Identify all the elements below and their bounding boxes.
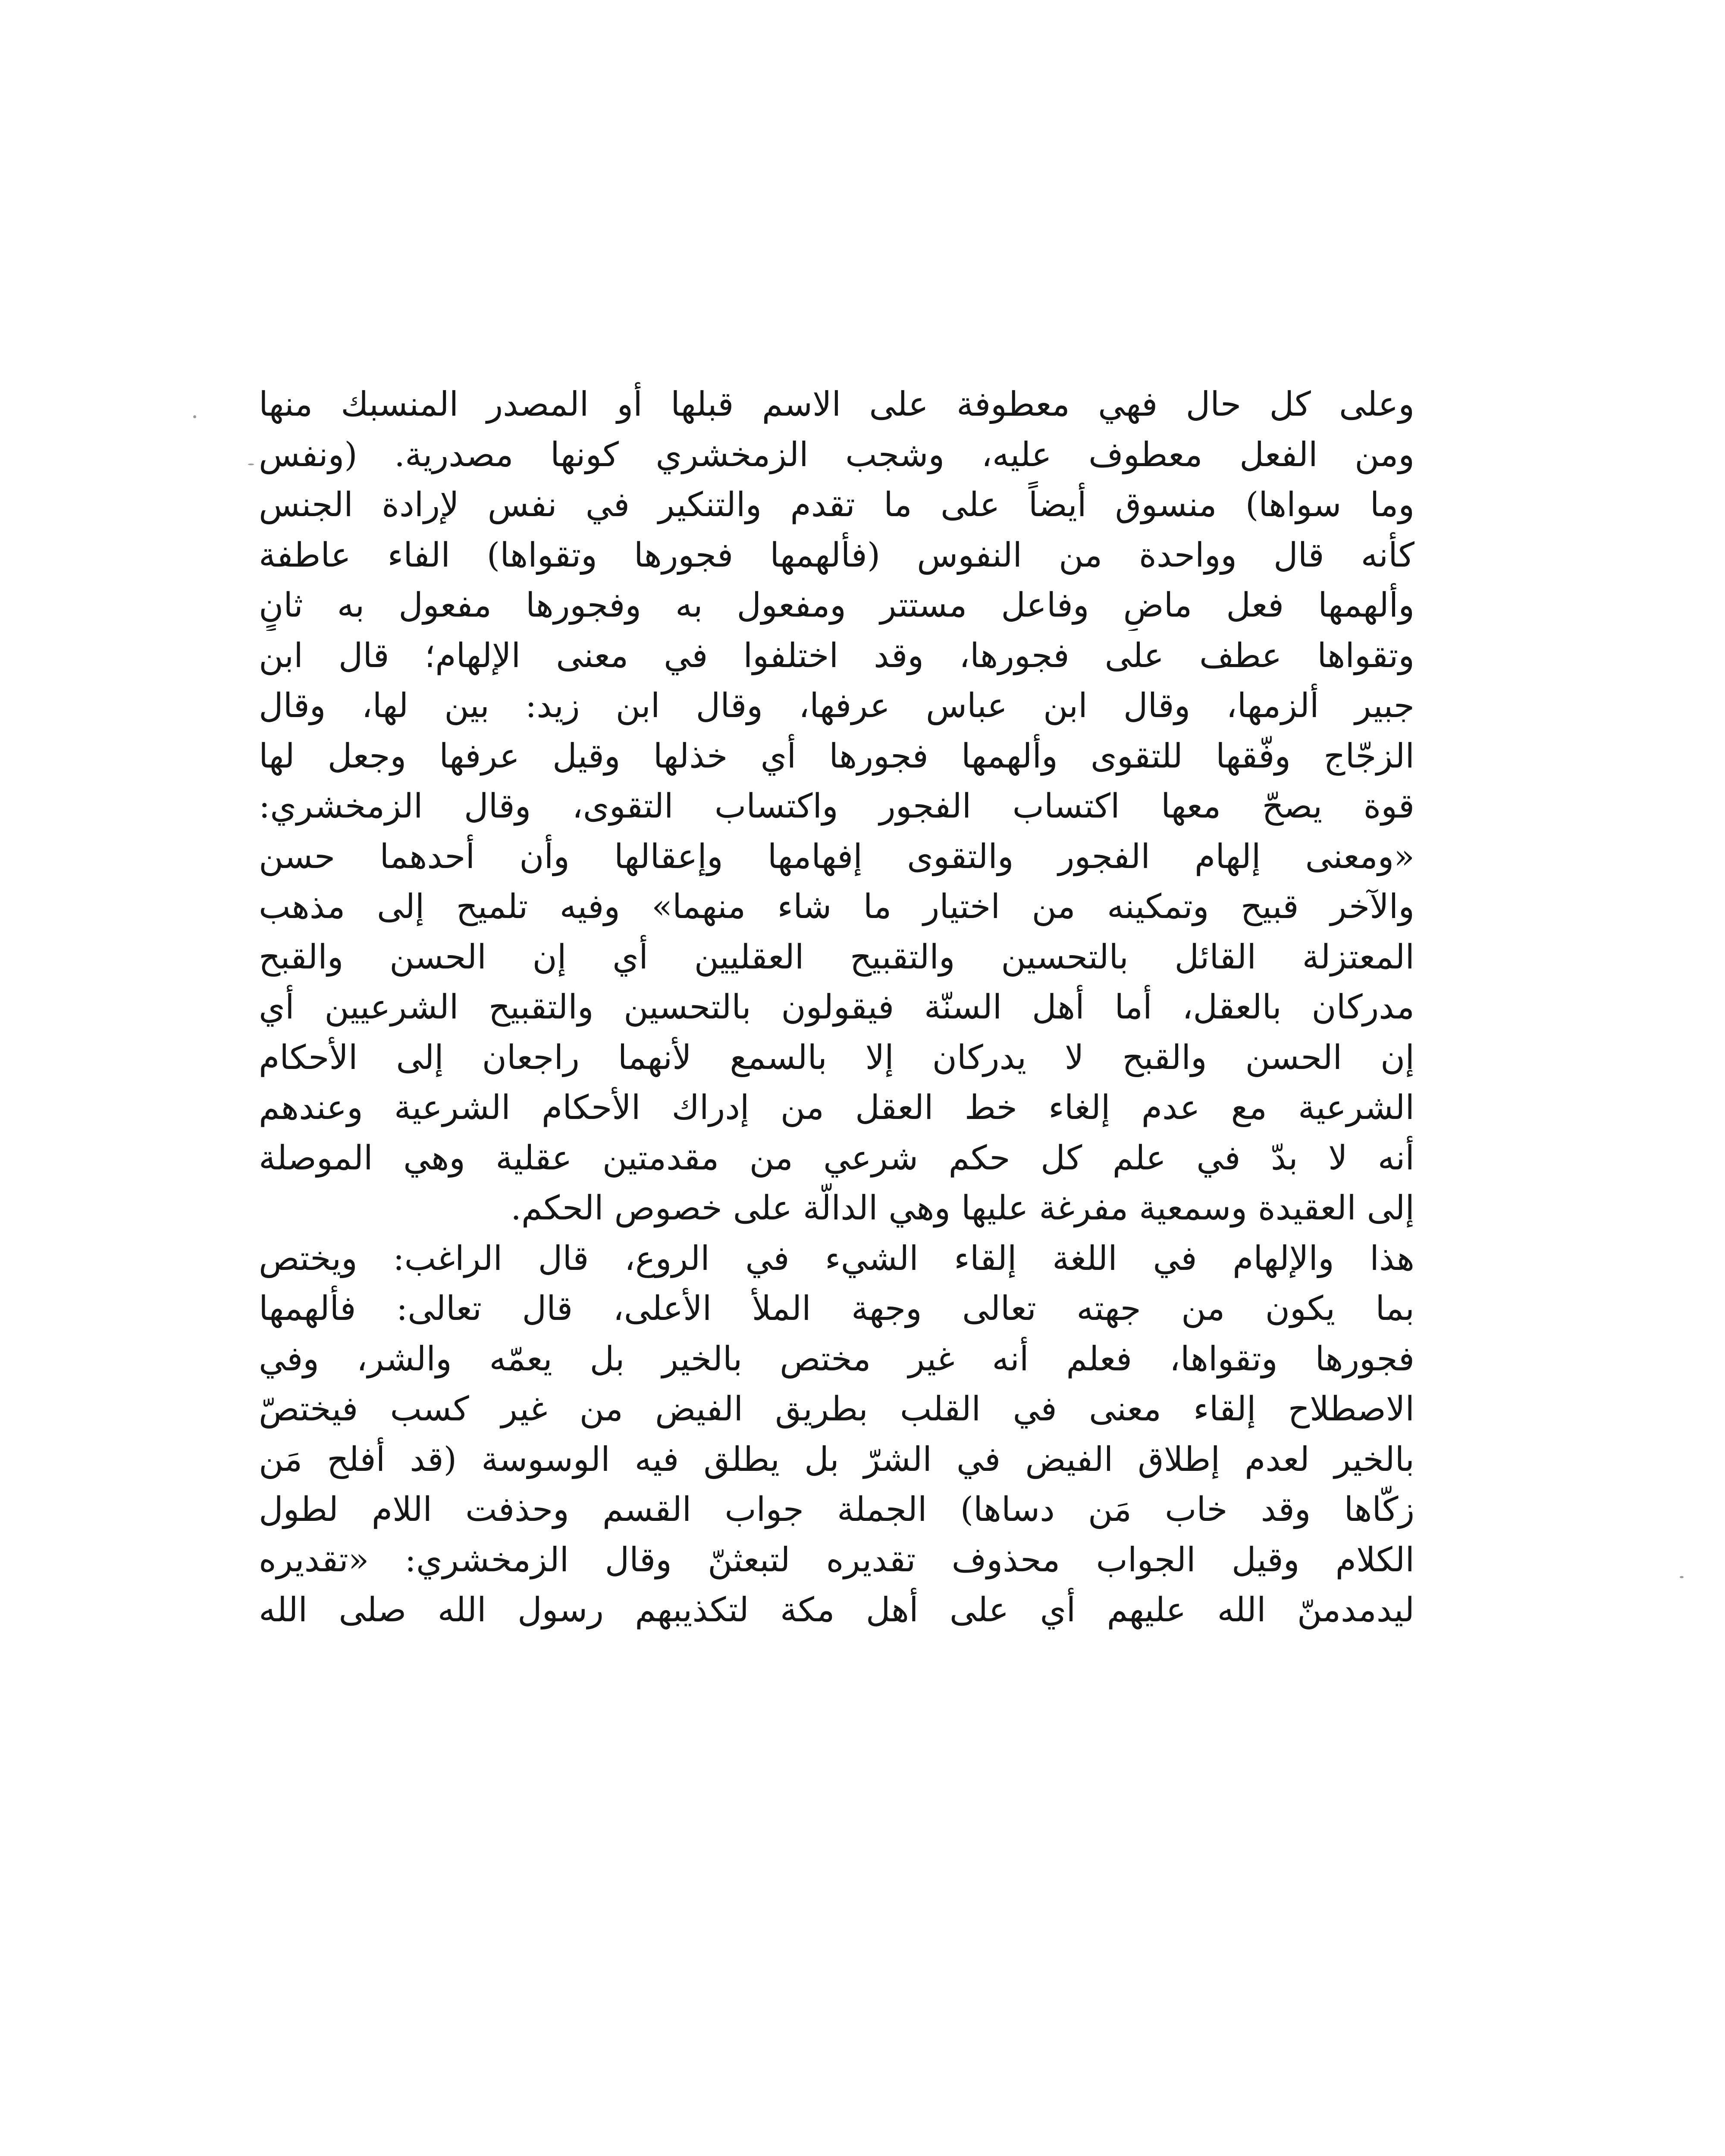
text-line: إلى العقيدة وسمعية مفرغة عليها وهي الدالّة على خصوص الحكم. xyxy=(511,1189,1414,1228)
text-line: وما سواها) منسوق أيضاً على ما تقدم والتنكير في نفس لإرادة الجنس xyxy=(259,486,1414,524)
text-line: والآخر قبيح وتمكينه من اختيار ما شاء منهما» وفيه تلميح إلى مذهب xyxy=(259,887,1414,926)
scan-speck xyxy=(1680,1576,1684,1578)
text-line: بما يكون من جهته تعالى وجهة الملأ الأعلى، قال تعالى: فألهمها xyxy=(259,1289,1414,1328)
text-line: بالخير لعدم إطلاق الفيض في الشرّ بل يطلق فيه الوسوسة (قد أفلح مَن xyxy=(259,1440,1414,1479)
text-line: الشرعية مع عدم إلغاء خط العقل من إدراك الأحكام الشرعية وعندهم xyxy=(259,1088,1414,1127)
text-line: «ومعنى إلهام الفجور والتقوى إفهامها وإعقالها وأن أحدهما حسن xyxy=(259,837,1414,876)
text-line: الاصطلاح إلقاء معنى في القلب بطريق الفيض من غير كسب فيختصّ xyxy=(259,1390,1414,1429)
text-line: مدركان بالعقل، أما أهل السنّة فيقولون بالتحسين والتقبيح الشرعيين أي xyxy=(259,988,1414,1027)
text-line: وألهمها فعل ماضٍ وفاعل مستتر ومفعول به وفجورها مفعول به ثانٍ xyxy=(259,586,1414,625)
text-line: فجورها وتقواها، فعلم أنه غير مختص بالخير بل يعمّه والشر، وفي xyxy=(259,1339,1414,1379)
body-text xyxy=(259,379,1414,1636)
text-line: قوة يصحّ معها اكتساب الفجور واكتساب التقوى، وقال الزمخشري: xyxy=(259,787,1414,826)
scan-speck xyxy=(248,464,254,465)
text-line: إن الحسن والقبح لا يدركان إلا بالسمع لأنهما راجعان إلى الأحكام xyxy=(259,1038,1414,1077)
text-line: ليدمدمنّ الله عليهم أي على أهل مكة لتكذيبهم رسول الله صلى الله xyxy=(259,1591,1414,1630)
text-line: هذا والإلهام في اللغة إلقاء الشيء في الروع، قال الراغب: ويختص xyxy=(259,1239,1414,1278)
text-line: الكلام وقيل الجواب محذوف تقديره لتبعثنّ وقال الزمخشري: «تقديره xyxy=(259,1540,1414,1579)
text-line: أنه لا بدّ في علم كل حكم شرعي من مقدمتين عقلية وهي الموصلة xyxy=(259,1138,1414,1178)
text-line: كأنه قال وواحدة من النفوس (فألهمها فجورها وتقواها) الفاء عاطفة xyxy=(259,536,1414,575)
text-line: ومن الفعل معطوف عليه، وشجب الزمخشري كونها مصدرية. (ونفس xyxy=(259,435,1414,474)
text-line: الزجّاج وفّقها للتقوى وألهمها فجورها أي خذلها وقيل عرفها وجعل لها xyxy=(259,736,1414,776)
text-line: وعلى كل حال فهي معطوفة على الاسم قبلها أو المصدر المنسبك منها xyxy=(259,385,1414,424)
text-line: وتقواها عطف على فجورها، وقد اختلفوا في معنى الإلهام؛ قال ابن xyxy=(259,636,1414,675)
scan-speck xyxy=(193,415,196,418)
text-line: المعتزلة القائل بالتحسين والتقبيح العقليين أي إن الحسن والقبح xyxy=(259,937,1414,977)
text-line: جبير ألزمها، وقال ابن عباس عرفها، وقال ابن زيد: بين لها، وقال xyxy=(259,686,1414,725)
text-line: زكّاها وقد خاب مَن دساها) الجملة جواب القسم وحذفت اللام لطول xyxy=(259,1490,1414,1529)
